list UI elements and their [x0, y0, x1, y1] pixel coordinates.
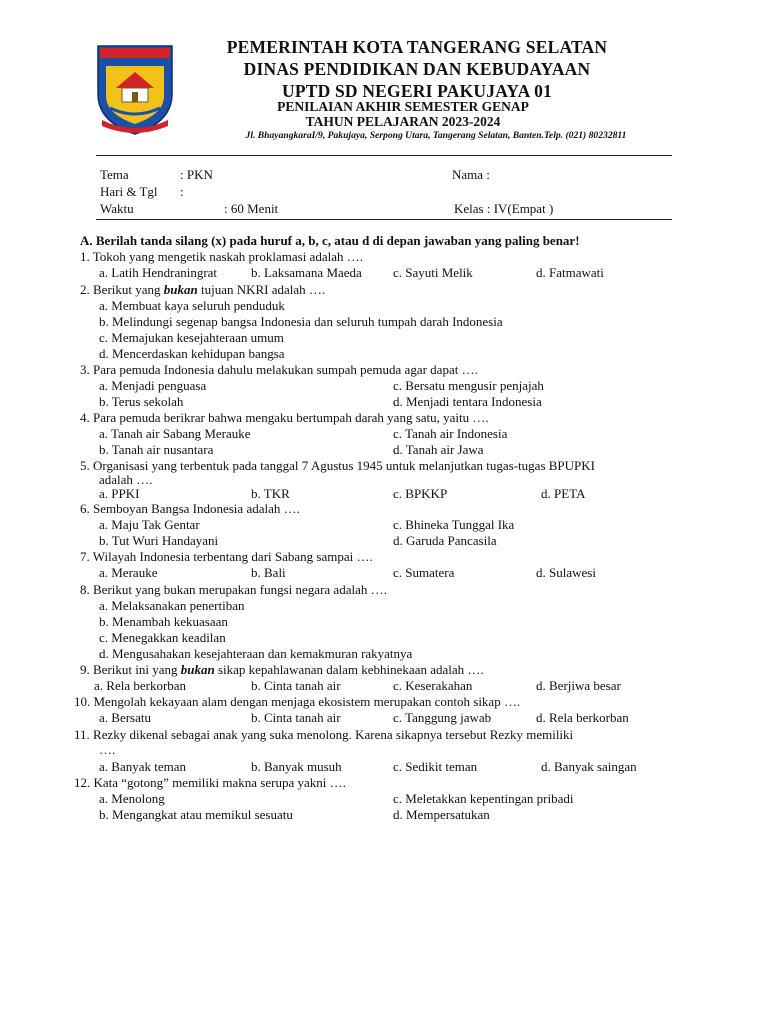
nama-label: Nama : [452, 167, 490, 182]
option-12a: a. Menolong [99, 791, 165, 806]
option-4c: c. Tanah air Indonesia [393, 426, 508, 441]
header-line-2: DINAS PENDIDIKAN DAN KEBUDAYAAN [243, 59, 591, 79]
option-11c: c. Sedikit teman [393, 759, 478, 774]
option-3d: d. Menjadi tentara Indonesia [393, 394, 542, 409]
instruction-text: A. Berilah tanda silang (x) pada huruf a, b, c, atau d di depan jawaban yang paling benar! [80, 233, 580, 248]
option-2c: c. Memajukan kesejahteraan umum [99, 330, 284, 345]
option-6c: c. Bhineka Tunggal Ika [393, 517, 515, 532]
waktu-label: Waktu [100, 201, 134, 216]
option-5c: c. BPKKP [393, 486, 448, 501]
option-1d: d. Fatmawati [536, 265, 604, 280]
header-line-5: TAHUN PELAJARAN 2023-2024 [305, 114, 501, 129]
option-3a: a. Menjadi penguasa [99, 378, 207, 393]
option-8d: d. Mengusahakan kesejahteraan dan kemakmuran rakyatnya [99, 646, 413, 661]
option-1b: b. Laksamana Maeda [251, 265, 362, 280]
kelas-label: Kelas : IV(Empat ) [454, 201, 554, 216]
option-8c: c. Menegakkan keadilan [99, 630, 226, 645]
option-9a: a. Rela berkorban [94, 678, 187, 693]
option-2d: d. Mencerdaskan kehidupan bangsa [99, 346, 285, 361]
option-4b: b. Tanah air nusantara [99, 442, 214, 457]
option-2a: a. Membuat kaya seluruh penduduk [99, 298, 285, 313]
question-11-continuation: …. [99, 742, 116, 757]
option-2b: b. Melindungi segenap bangsa Indonesia dan seluruh tumpah darah Indonesia [99, 314, 503, 329]
header-line-3: UPTD SD NEGERI PAKUJAYA 01 [281, 81, 552, 101]
option-11b: b. Banyak musuh [251, 759, 342, 774]
city-emblem-logo [92, 36, 178, 136]
option-10b: b. Cinta tanah air [251, 710, 341, 725]
option-4d: d. Tanah air Jawa [393, 442, 484, 457]
option-4a: a. Tanah air Sabang Merauke [99, 426, 251, 441]
hari-label: Hari & Tgl [100, 184, 158, 199]
option-7a: a. Merauke [99, 565, 158, 580]
question-4: 4. Para pemuda berikrar bahwa mengaku bertumpah darah yang satu, yaitu …. [80, 410, 489, 425]
option-1c: c. Sayuti Melik [393, 265, 473, 280]
option-11a: a. Banyak teman [99, 759, 186, 774]
option-12d: d. Mempersatukan [393, 807, 490, 822]
option-9b: b. Cinta tanah air [251, 678, 341, 693]
question-12: 12. Kata “gotong” memiliki makna serupa yakni …. [74, 775, 346, 790]
option-5a: a. PPKI [99, 486, 140, 501]
option-9d: d. Berjiwa besar [536, 678, 621, 693]
header-line-4: PENILAIAN AKHIR SEMESTER GENAP [277, 99, 529, 114]
option-3b: b. Terus sekolah [99, 394, 184, 409]
school-address: Jl. BhayangkaraI/9, Pakujaya, Serpong Utara, Tangerang Selatan, Banten.Telp. (021) 80232811 [245, 130, 627, 141]
option-8b: b. Menambah kekuasaan [99, 614, 228, 629]
option-6a: a. Maju Tak Gentar [99, 517, 200, 532]
question-1: 1. Tokoh yang mengetik naskah proklamasi adalah …. [80, 249, 363, 264]
option-11d: d. Banyak saingan [541, 759, 637, 774]
header-line-1: PEMERINTAH KOTA TANGERANG SELATAN [226, 37, 608, 57]
option-7b: b. Bali [251, 565, 286, 580]
question-3: 3. Para pemuda Indonesia dahulu melakukan sumpah pemuda agar dapat …. [80, 362, 478, 377]
header-divider [96, 155, 672, 156]
option-8a: a. Melaksanakan penertiban [99, 598, 245, 613]
option-12c: c. Meletakkan kepentingan pribadi [393, 791, 574, 806]
option-10d: d. Rela berkorban [536, 710, 629, 725]
option-3c: c. Bersatu mengusir penjajah [393, 378, 544, 393]
option-5d: d. PETA [541, 486, 586, 501]
option-9c: c. Keserakahan [393, 678, 473, 693]
question-9: 9. Berikut ini yang bukan sikap kepahlawanan dalam kebhinekaan adalah …. [80, 662, 484, 677]
option-7c: c. Sumatera [393, 565, 455, 580]
question-11: 11. Rezky dikenal sebagai anak yang suka menolong. Karena sikapnya tersebut Rezky memiliki [74, 727, 574, 742]
question-5: 5. Organisasi yang terbentuk pada tanggal 7 Agustus 1945 untuk melanjutkan tugas-tugas BPUPKI [80, 458, 595, 473]
option-6d: d. Garuda Pancasila [393, 533, 497, 548]
question-7: 7. Wilayah Indonesia terbentang dari Sabang sampai …. [80, 549, 373, 564]
option-7d: d. Sulawesi [536, 565, 596, 580]
question-2: 2. Berikut yang bukan tujuan NKRI adalah …. [80, 282, 326, 297]
tema-label: Tema [100, 167, 129, 182]
question-5-continuation: adalah …. [99, 472, 153, 487]
option-5b: b. TKR [251, 486, 290, 501]
hari-value: : [180, 184, 184, 199]
question-10: 10. Mengolah kekayaan alam dengan menjaga ekosistem merupakan contoh sikap …. [74, 694, 521, 709]
option-12b: b. Mengangkat atau memikul sesuatu [99, 807, 293, 822]
waktu-value: : 60 Menit [224, 201, 279, 216]
option-10c: c. Tanggung jawab [393, 710, 492, 725]
tema-value: : PKN [180, 167, 213, 182]
option-1a: a. Latih Hendraningrat [99, 265, 218, 280]
info-divider [96, 219, 672, 220]
option-10a: a. Bersatu [99, 710, 151, 725]
option-6b: b. Tut Wuri Handayani [99, 533, 219, 548]
question-8: 8. Berikut yang bukan merupakan fungsi negara adalah …. [80, 582, 387, 597]
question-6: 6. Semboyan Bangsa Indonesia adalah …. [80, 501, 300, 516]
